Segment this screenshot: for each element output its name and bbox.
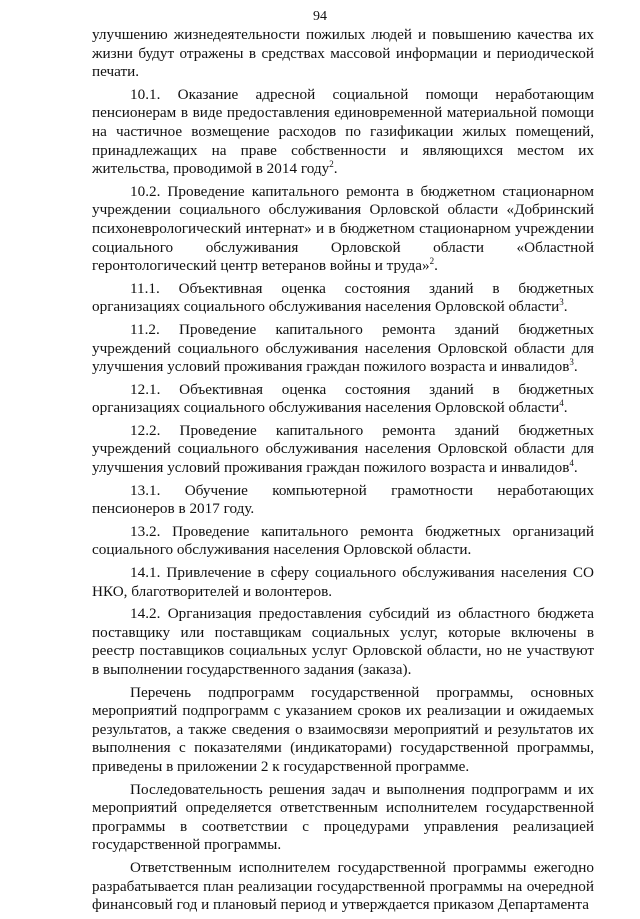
paragraph-12-2: 12.2. Проведение капитального ремонта зданий бюджетных учреждений социального обслуживания населения Орловской области для улучшения условий проживания граждан пожилого возраста и инвалидов$^4$. xyxy=(92,421,594,477)
paragraph-14-1: 14.1. Привлечение в сферу социального обслуживания населения СО НКО, благотворителей и волонтеров. xyxy=(92,564,594,600)
paragraph-annual-plan: Ответственным исполнителем государственной программы ежегодно разрабатывается план реализации государственной программы на очередной финансовый год и плановый период и утверждается приказом Департамента xyxy=(92,858,594,914)
paragraph-task-sequence: Последовательность решения задач и выполнения подпрограмм и их мероприятий определяется ответственным исполнителем государственной программы в соответствии с процедурами управления реализацией государственной программы. xyxy=(92,780,594,854)
footnote-ref: 3 xyxy=(569,357,574,368)
footnote-ref: 4 xyxy=(569,458,574,468)
paragraph-14-2: 14.2. Организация предоставления субсидий из областного бюджета поставщику или поставщикам социальных услуг, которые включены в реестр поставщиков социальных услуг Орловской области, но не участвуют в выполнении государственного задания (заказа). xyxy=(92,605,594,678)
paragraph-subprogram-list: Перечень подпрограмм государственной программы, основных мероприятий подпрограмм с указанием сроков их реализации и ожидаемых результатов, а также сведения о взаимосвязи мероприятий и результатов их выполнения с показателями (индикаторами) государственной программы, приведены в приложении 2 к государственной программе. xyxy=(92,683,594,775)
paragraph-10-1: 10.1. Оказание адресной социальной помощи неработающим пенсионерам в виде предоставления единовременной материальной помощи на частичное возмещение расходов по газификации жилых помещений, принадлежащих на праве собственности и являющихся местом их жительства, проводимой в 2014 году$^2$. xyxy=(92,85,594,178)
paragraph-intro-continuation: улучшению жизнедеятельности пожилых людей и повышению качества их жизни будут отражены в средствах массовой информации и периодической печати. xyxy=(92,26,594,81)
footnote-ref: 2 xyxy=(429,256,435,267)
footnote-ref: 2 xyxy=(329,159,334,170)
paragraph-11-2: 11.2. Проведение капитального ремонта зданий бюджетных учреждений социального обслуживания населения Орловской области для улучшения условий проживания граждан пожилого возраста и инвалидов$^3$. xyxy=(92,320,594,376)
paragraph-10-2: 10.2. Проведение капитального ремонта в бюджетном стационарном учреждении социального обслуживания Орловской области «Добринский психоневрологический интернат» и в бюджетном стационарном учреждении социального обслуживания Орловской области «Областной геронтологический центр ветеранов войны и труда»$^2$. xyxy=(92,182,594,275)
document-body xyxy=(92,26,594,919)
paragraph-12-1: 12.1. Объективная оценка состояния зданий в бюджетных организациях социального обслуживания населения Орловской области$^4$. xyxy=(92,380,594,417)
footnote-ref: 3 xyxy=(559,297,564,308)
paragraph-11-1: 11.1. Объективная оценка состояния зданий в бюджетных организациях социального обслуживания населения Орловской области$^3$. xyxy=(92,279,594,316)
paragraph-13-2: 13.2. Проведение капитального ремонта бюджетных организаций социального обслуживания населения Орловской области. xyxy=(92,522,594,559)
footnote-ref: 4 xyxy=(559,398,564,409)
paragraph-13-1: 13.1. Обучение компьютерной грамотности неработающих пенсионеров в 2017 году. xyxy=(92,481,594,518)
page-number: 94 xyxy=(313,9,327,24)
